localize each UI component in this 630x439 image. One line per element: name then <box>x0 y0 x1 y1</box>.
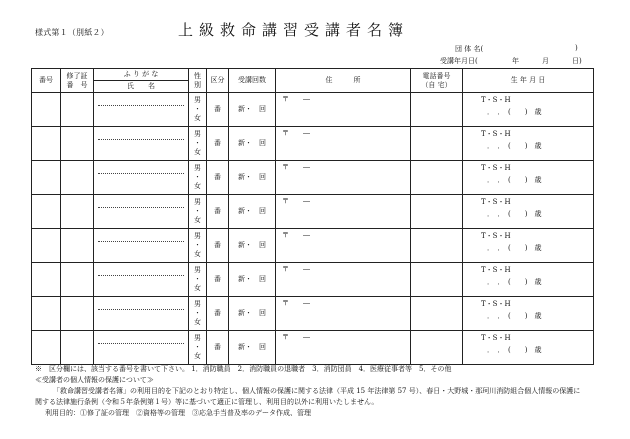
header-category: 区分 <box>207 69 229 93</box>
organization-label: 団 体 名( <box>455 45 484 53</box>
address-cell[interactable] <box>276 93 411 127</box>
privacy-body-line1: 「救命講習受講者名簿」の利用目的を下記のとおり特定し、個人情報の保護に関する法律（平成 15 年法律第 57 号）、春日・大野城・那珂川消防組合個人情報の保護に <box>53 387 581 395</box>
address-cell[interactable] <box>276 263 411 297</box>
age-line: ． ． ( ) 歳 <box>487 244 542 252</box>
number-cell[interactable] <box>32 331 61 365</box>
furigana-divider <box>98 173 184 174</box>
header-address: 住 所 <box>276 69 411 93</box>
table-row <box>32 93 594 127</box>
phone-cell[interactable] <box>411 195 463 229</box>
name-cell[interactable] <box>94 229 189 263</box>
month-label: 月 <box>542 57 549 65</box>
sex-cell[interactable]: 男 ・ 女 <box>189 195 207 229</box>
number-cell[interactable] <box>32 297 61 331</box>
table-row <box>32 229 594 263</box>
header-birth: 生 年 月 日 <box>463 69 594 93</box>
date-label: 受講年月日( <box>440 57 478 65</box>
header-sex: 性 別 <box>189 69 207 93</box>
phone-cell[interactable] <box>411 93 463 127</box>
address-cell[interactable] <box>276 297 411 331</box>
era-options: T・S・H <box>481 164 511 172</box>
number-cell[interactable] <box>32 195 61 229</box>
phone-cell[interactable] <box>411 263 463 297</box>
birth-cell[interactable] <box>463 161 594 195</box>
cert-no-cell[interactable] <box>61 331 94 365</box>
furigana-divider <box>98 207 184 208</box>
category-cell[interactable]: 番 <box>207 229 229 263</box>
postal-mark: 〒 ― <box>282 299 310 307</box>
table-row <box>32 127 594 161</box>
age-line: ． ． ( ) 歳 <box>487 176 542 184</box>
postal-mark: 〒 ― <box>282 333 310 341</box>
number-cell[interactable] <box>32 93 61 127</box>
sex-cell[interactable]: 男 ・ 女 <box>189 93 207 127</box>
postal-mark: 〒 ― <box>282 129 310 137</box>
birth-cell[interactable] <box>463 127 594 161</box>
age-line: ． ． ( ) 歳 <box>487 278 542 286</box>
postal-mark: 〒 ― <box>282 231 310 239</box>
number-cell[interactable] <box>32 263 61 297</box>
name-cell[interactable] <box>94 161 189 195</box>
era-options: T・S・H <box>481 266 511 274</box>
address-cell[interactable] <box>276 195 411 229</box>
furigana-divider <box>98 241 184 242</box>
postal-mark: 〒 ― <box>282 163 310 171</box>
furigana-divider <box>98 139 184 140</box>
name-cell[interactable] <box>94 93 189 127</box>
address-cell[interactable] <box>276 127 411 161</box>
furigana-divider <box>98 275 184 276</box>
birth-cell[interactable] <box>463 297 594 331</box>
phone-cell[interactable] <box>411 161 463 195</box>
age-line: ． ． ( ) 歳 <box>487 108 542 116</box>
phone-cell[interactable] <box>411 331 463 365</box>
category-note: ※ 区分欄には、該当する番号を書いて下さい。 1．消防職員 2．消防職員の退職者 3．消防団員 4．医療従事者等 5．その他 <box>35 365 452 373</box>
age-line: ． ． ( ) 歳 <box>487 346 542 354</box>
phone-cell[interactable] <box>411 297 463 331</box>
times-cell[interactable]: 新・ 回 <box>229 195 276 229</box>
category-cell[interactable]: 番 <box>207 127 229 161</box>
era-options: T・S・H <box>481 334 511 342</box>
sex-cell[interactable]: 男 ・ 女 <box>189 331 207 365</box>
address-cell[interactable] <box>276 229 411 263</box>
organization-field[interactable] <box>455 44 578 54</box>
year-label: 年 <box>512 57 519 65</box>
name-cell[interactable] <box>94 263 189 297</box>
number-cell[interactable] <box>32 161 61 195</box>
usage-purpose: 利用目的：①修了証の管理 ②資格等の管理 ③応急手当普及率のデータ作成、管理 <box>45 409 311 417</box>
name-cell[interactable] <box>94 331 189 365</box>
era-options: T・S・H <box>481 300 511 308</box>
cert-no-cell[interactable] <box>61 127 94 161</box>
postal-mark: 〒 ― <box>282 197 310 205</box>
day-label: 日) <box>572 57 582 65</box>
document-title: 上級救命講習受講者名簿 <box>178 21 410 39</box>
postal-mark: 〒 ― <box>282 95 310 103</box>
privacy-body-line2: 関する法律施行条例（令和５年条例第１号）等に基づいて適正に管理し、利用目的以外に利用いたしません。 <box>35 398 379 406</box>
roster-table <box>31 68 594 365</box>
table-row <box>32 331 594 365</box>
table-row <box>32 161 594 195</box>
category-cell[interactable]: 番 <box>207 161 229 195</box>
organization-close: ) <box>575 44 578 52</box>
address-cell[interactable] <box>276 331 411 365</box>
table-row <box>32 263 594 297</box>
phone-cell[interactable] <box>411 127 463 161</box>
birth-cell[interactable] <box>463 229 594 263</box>
notes-section <box>35 364 580 419</box>
sex-cell[interactable]: 男 ・ 女 <box>189 127 207 161</box>
times-cell[interactable]: 新・ 回 <box>229 297 276 331</box>
header-number: 番号 <box>32 69 61 93</box>
sex-cell[interactable]: 男 ・ 女 <box>189 161 207 195</box>
furigana-divider <box>98 343 184 344</box>
number-cell[interactable] <box>32 127 61 161</box>
age-line: ． ． ( ) 歳 <box>487 142 542 150</box>
header-cert-no: 修了証 番 号 <box>61 69 94 93</box>
cert-no-cell[interactable] <box>61 297 94 331</box>
birth-cell[interactable] <box>463 331 594 365</box>
furigana-divider <box>98 309 184 310</box>
category-cell[interactable]: 番 <box>207 331 229 365</box>
address-cell[interactable] <box>276 161 411 195</box>
phone-cell[interactable] <box>411 229 463 263</box>
postal-mark: 〒 ― <box>282 265 310 273</box>
furigana-divider <box>98 105 184 106</box>
times-cell[interactable]: 新・ 回 <box>229 263 276 297</box>
era-options: T・S・H <box>481 130 511 138</box>
category-cell[interactable]: 番 <box>207 297 229 331</box>
category-cell[interactable]: 番 <box>207 263 229 297</box>
header-times: 受講回数 <box>229 69 276 93</box>
privacy-heading: ≪受講者の個人情報の保護について≫ <box>35 376 154 384</box>
cert-no-cell[interactable] <box>61 93 94 127</box>
age-line: ． ． ( ) 歳 <box>487 312 542 320</box>
times-cell[interactable]: 新・ 回 <box>229 331 276 365</box>
age-line: ． ． ( ) 歳 <box>487 210 542 218</box>
name-cell[interactable] <box>94 127 189 161</box>
form-number: 様式第１（別紙２） <box>35 28 109 37</box>
sex-cell[interactable]: 男 ・ 女 <box>189 297 207 331</box>
birth-cell[interactable] <box>463 195 594 229</box>
cert-no-cell[interactable] <box>61 195 94 229</box>
sex-cell[interactable]: 男 ・ 女 <box>189 263 207 297</box>
table-row <box>32 297 594 331</box>
birth-cell[interactable] <box>463 263 594 297</box>
name-cell[interactable] <box>94 297 189 331</box>
header-name: 氏 名 <box>94 81 189 93</box>
era-options: T・S・H <box>481 96 511 104</box>
name-cell[interactable] <box>94 195 189 229</box>
times-cell[interactable]: 新・ 回 <box>229 161 276 195</box>
times-cell[interactable]: 新・ 回 <box>229 127 276 161</box>
times-cell[interactable]: 新・ 回 <box>229 229 276 263</box>
category-cell[interactable]: 番 <box>207 195 229 229</box>
table-row <box>32 195 594 229</box>
cert-no-cell[interactable] <box>61 229 94 263</box>
times-cell[interactable]: 新・ 回 <box>229 93 276 127</box>
header-furigana: ふ り が な <box>94 69 189 81</box>
header-phone: 電話番号 （自 宅） <box>411 69 463 93</box>
cert-no-cell[interactable] <box>61 263 94 297</box>
birth-cell[interactable] <box>463 93 594 127</box>
era-options: T・S・H <box>481 198 511 206</box>
sex-cell[interactable]: 男 ・ 女 <box>189 229 207 263</box>
number-cell[interactable] <box>32 229 61 263</box>
era-options: T・S・H <box>481 232 511 240</box>
cert-no-cell[interactable] <box>61 161 94 195</box>
category-cell[interactable]: 番 <box>207 93 229 127</box>
